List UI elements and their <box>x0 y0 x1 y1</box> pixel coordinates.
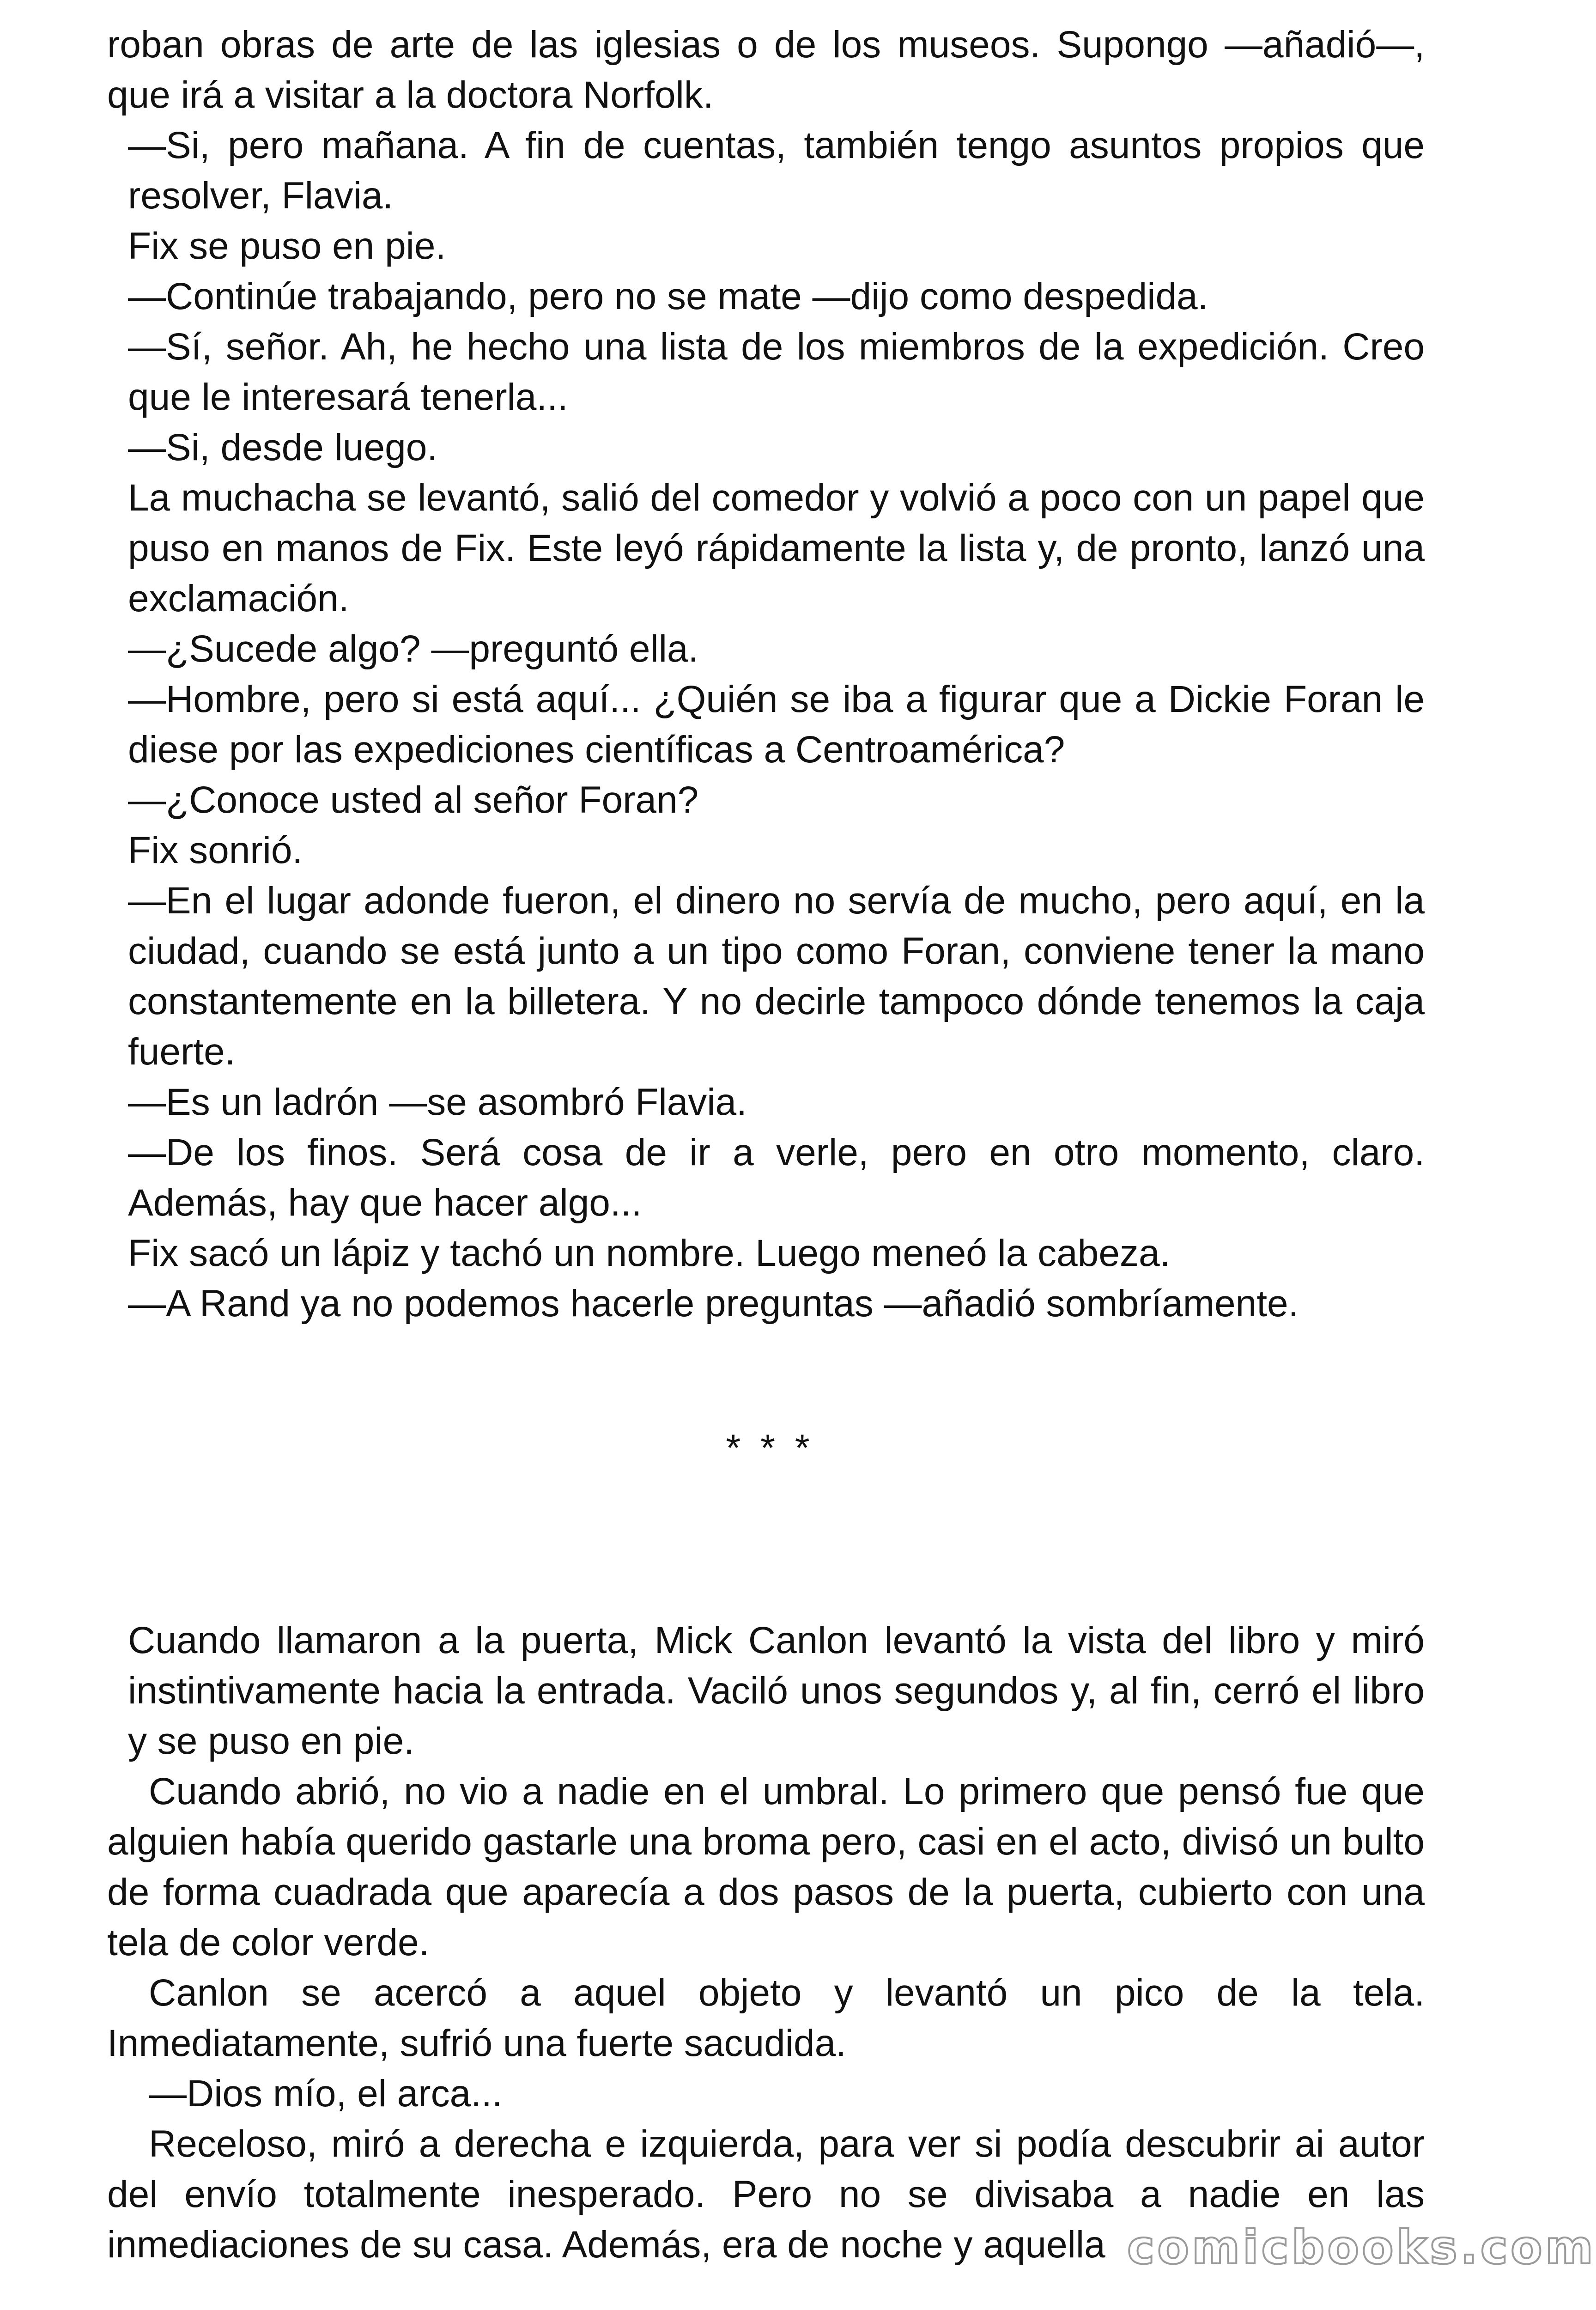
paragraph: —Sí, señor. Ah, he hecho una lista de los miembros de la expedición. Creo que le interesará tenerla... <box>128 326 1425 418</box>
paragraph: Fix sacó un lápiz y tachó un nombre. Luego meneó la cabeza. <box>128 1232 1171 1274</box>
paragraph: Canlon se acercó a aquel objeto y levantó un pico de la tela. Inmediatamente, sufrió una fuerte sacudida. <box>107 1972 1425 2064</box>
paragraph: Cuando abrió, no vio a nadie en el umbral. Lo primero que pensó fue que alguien había querido gastarle una broma pero, casi en el acto, divisó un bulto de forma cuadrada que aparecía a dos pasos de la puerta, cubierto con una tela de color verde. <box>107 1770 1425 1964</box>
paragraph: La muchacha se levantó, salió del comedor y volvió a poco con un papel que puso en manos de Fix. Este leyó rápidamente la lista y, de pronto, lanzó una exclamación. <box>128 477 1425 620</box>
paragraph: Fix sonrió. <box>128 829 303 871</box>
paragraph: —En el lugar adonde fueron, el dinero no servía de mucho, pero aquí, en la ciudad, cuando se está junto a un tipo como Foran, conviene tener la mano constantemente en la billetera. Y no decirle tampoco dónde tenemos la caja fuerte. <box>128 880 1425 1073</box>
paragraph: —Es un ladrón —se asombró Flavia. <box>128 1081 747 1123</box>
paragraph: —A Rand ya no podemos hacerle preguntas —añadió sombríamente. <box>128 1283 1299 1325</box>
watermark: comicbooks.com <box>1127 2220 1596 2274</box>
paragraph: —Dios mío, el arca... <box>149 2073 503 2115</box>
paragraph: —¿Conoce usted al señor Foran? <box>128 779 699 821</box>
paragraph: —Si, desde luego. <box>128 426 438 468</box>
paragraph: —Hombre, pero si está aquí... ¿Quién se iba a figurar que a Dickie Foran le diese por las expediciones científicas a Centroamérica? <box>128 678 1425 771</box>
paragraph: —Si, pero mañana. A fin de cuentas, también tengo asuntos propios que resolver, Flavia. <box>128 124 1425 217</box>
scene-break: * * * <box>726 1427 814 1469</box>
paragraph: Cuando llamaron a la puerta, Mick Canlon levantó la vista del libro y miró instintivamente hacia la entrada. Vaciló unos segundos y, al fin, cerró el libro y se puso en pie. <box>128 1619 1425 1762</box>
paragraph: —De los finos. Será cosa de ir a verle, pero en otro momento, claro. Además, hay que hacer algo... <box>128 1131 1425 1224</box>
paragraph: —Continúe trabajando, pero no se mate —dijo como despedida. <box>128 275 1208 317</box>
paragraph: Receloso, miró a derecha e izquierda, para ver si podía descubrir ai autor del envío totalmente inesperado. Pero no se divisaba a nadie en las inmediaciones de su casa. Además, era de noche y aquella <box>107 2123 1425 2266</box>
paragraph: —¿Sucede algo? —preguntó ella. <box>128 628 699 670</box>
paragraph: roban obras de arte de las iglesias o de los museos. Supongo —añadió—, que irá a visitar a la doctora Norfolk. <box>107 24 1425 116</box>
paragraph: Fix se puso en pie. <box>128 225 446 267</box>
